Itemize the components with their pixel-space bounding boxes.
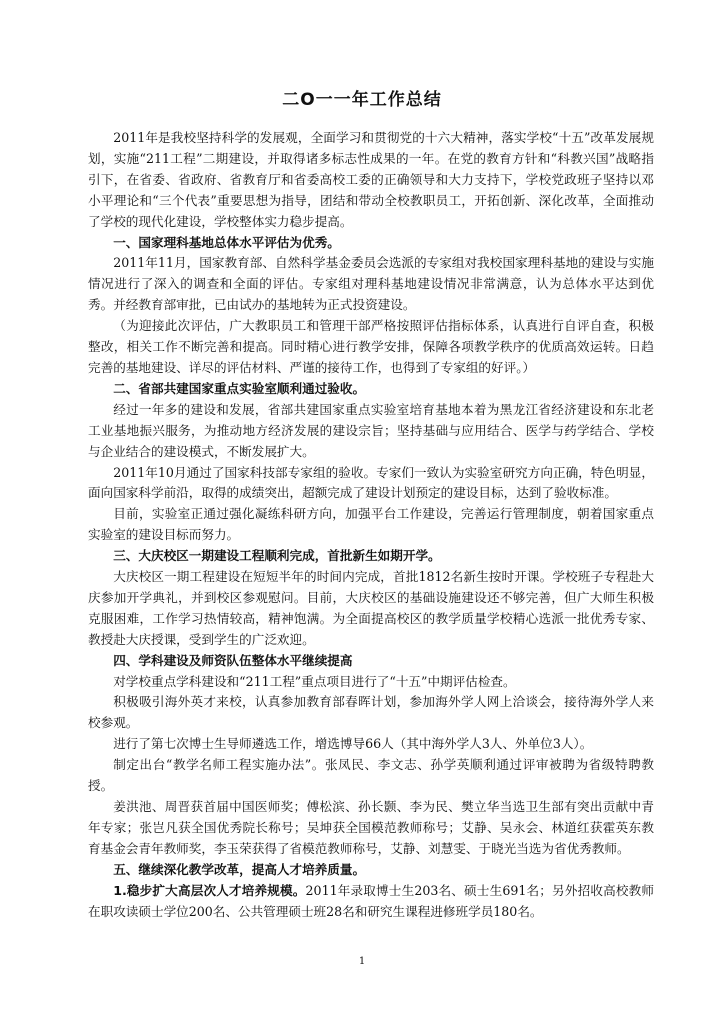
section-1-paragraph-2: （为迎接此次评估，广大教职员工和管理干部严格按照评估指标体系，认真进行自评自查，积极整改，相关工作不断完善和提高。同时精心进行教学安排，保障各项教学秩序的优质高效运转。日趋完善的基地建设、详尽的评估材料、严谨的接待工作，也得到了专家组的好评。） [88,318,654,375]
section-5-heading: 五、继续深化教学改革，提高人才培养质量。 [113,861,366,877]
section-1-heading: 一、国家理科基地总体水平评估为优秀。 [113,234,340,250]
section-2-paragraph-1: 经过一年多的建设和发展，省部共建国家重点实验室培育基地本着为黑龙江省经济建设和东北老工业基地振兴服务，为推动地方经济发展的建设宗旨；坚持基础与应用结合、医学与药学结合、学校与企业结合的建设模式，不断发展扩大。 [88,401,654,459]
page-title: 二O一一年工作总结 [282,90,442,110]
section-5-paragraph-text: 2011年录取博士生203名、硕士生691名；另外招收高校教师在职攻读硕士学位200名、公共管理硕士班28名和研究生课程进修班学员180名。 [88,882,654,919]
section-2-paragraph-2: 2011年10月通过了国家科技部专家组的验收。专家们一致认为实验室研究方向正确，特色明显，面向国家科学前沿，取得的成绩突出，超额完成了建设计划预定的建设目标，达到了验收标准。 [88,464,654,501]
section-3-paragraph-1: 大庆校区一期工程建设在短短半年的时间内完成，首批1812名新生按时开课。学校班子专程赴大庆参加开学典礼，并到校区参观慰问。目前，大庆校区的基础设施建设还不够完善，但广大师生积极克服困难，工作学习热情较高，精神饱满。为全面提高校区的教学质量学校精心选派一批优秀专家、教授赴大庆授课，受到学生的广泛欢迎。 [88,569,654,647]
section-4-heading: 四、学科建设及师资队伍整体水平继续提高 [113,652,353,668]
section-4-paragraph-2: 积极吸引海外英才来校，认真参加教育部春晖计划，参加海外学人网上洽谈会，接待海外学人来校参观。 [88,694,654,731]
page-number: 1 [358,956,366,967]
section-2-heading: 二、省部共建国家重点实验室顺利通过验收。 [113,380,366,396]
document-body [88,128,654,922]
section-4-paragraph-5: 姜洪池、周晋获首届中国医师奖；傅松滨、孙长颢、李为民、樊立华当选卫生部有突出贡献中青年专家；张岂凡获全国优秀院长称号；吴坤获全国模范教师称号；艾静、吴永会、林道红获霍英东教育基金会青年教师奖，李玉荣获得了省模范教师称号，艾静、刘慧雯、于晓光当选为省优秀教师。 [88,799,654,856]
section-3-heading: 三、大庆校区一期建设工程顺利完成，首批新生如期开学。 [113,548,441,564]
section-2-paragraph-3: 目前，实验室正通过强化凝练科研方向，加强平台工作建设，完善运行管理制度，朝着国家重点实验室的建设目标而努力。 [88,506,654,543]
section-4-paragraph-3: 进行了第七次博士生导师遴选工作，增选博导66人（其中海外学人3人、外单位3人）。 [113,736,593,752]
section-5-paragraph-1 [88,881,654,923]
section-5-subheading: 1.稳步扩大高层次人才培养规模。 [113,882,306,898]
section-1-paragraph-1: 2011年11月，国家教育部、自然科学基金委员会选派的专家组对我校国家理科基地的建设与实施情况进行了深入的调查和全面的评估。专家组对理科基地建设情况非常满意，认为总体水平达到优秀。并经教育部审批，已由试办的基地转为正式投资建设。 [88,255,654,313]
section-4-paragraph-1: 对学校重点学科建设和“211工程”重点项目进行了“十五”中期评估检查。 [113,673,516,689]
section-4-paragraph-4: 制定出台“教学名师工程实施办法”。张凤民、李文志、孙学英顺利通过评审被聘为省级特聘教授。 [88,757,654,794]
intro-paragraph: 2011年是我校坚持科学的发展观，全面学习和贯彻党的十六大精神，落实学校“十五”改革发展规划，实施“211工程”二期建设，并取得诸多标志性成果的一年。在党的教育方针和“科教兴国”战略指引下，在省委、省政府、省教育厅和省委高校工委的正确领导和大力支持下，学校党政班子坚持以邓小平理论和“三个代表”重要思想为指导，团结和带动全校教职员工，开拓创新、深化改革，全面推动了学校的现代化建设，学校整体实力稳步提高。 [88,130,654,229]
